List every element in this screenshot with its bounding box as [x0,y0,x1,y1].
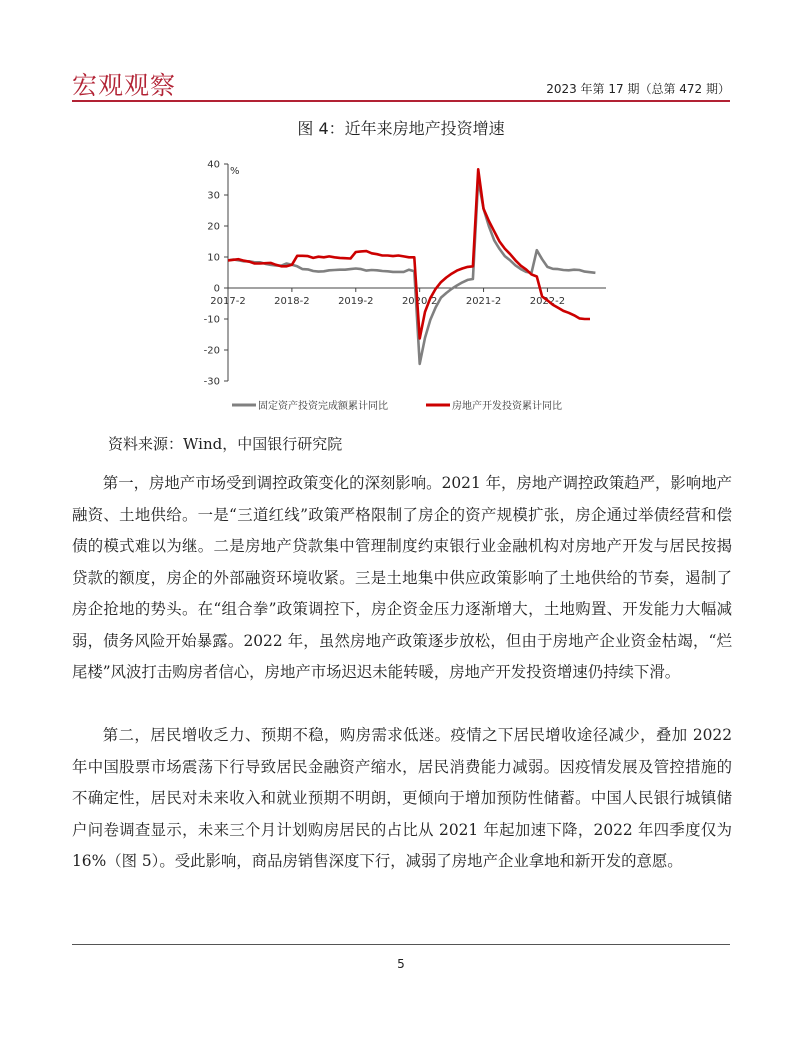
figure-title: 图 4：近年来房地产投资增速 [297,119,505,138]
x-tick-label: 2017-2 [210,296,246,307]
y-tick-label: -30 [203,376,220,388]
x-tick-label: 2020-2 [401,296,438,307]
y-axis-unit: % [230,166,240,177]
x-tick-label: 2018-2 [274,296,310,307]
header-issue: 2023 年第 17 期（总第 472 期） [546,82,730,96]
y-tick-label: 40 [207,159,220,171]
y-tick-label: -20 [203,345,220,357]
x-tick-label: 2022-2 [529,296,566,307]
y-tick-label: 20 [207,221,220,233]
paragraph-1: 第一，房地产市场受到调控政策变化的深刻影响。2021 年，房地产调控政策趋严，影响地产融资、土地供给。一是“三道红线”政策严格限制了房企的资产规模扩张，房企通过举债经营和偿债的模式难以为继。二是房地产贷款集中管理制度约束银行业金融机构对房地产开发与居民按揭贷款的额度，房企的外部融资环境收紧。三是土地集中供应政策影响了土地供给的节奏，遏制了房企抢地的势头。在“组合拳”政策调控下，房企资金压力逐渐增大，土地购置、开发能力大幅减弱，债务风险开始暴露。2022 年，虽然房地产政策逐步放松，但由于房地产企业资金枯竭，“烂尾楼”风波打击购房者信心，房地产市场迟迟未能转暖，房地产开发投资增速仍持续下滑。 [72,474,732,681]
x-tick-label: 2021-2 [465,296,502,307]
paragraph-2: 第二，居民增收乏力、预期不稳，购房需求低迷。疫情之下居民增收途径减少，叠加 2022 年中国股票市场震荡下行导致居民金融资产缩水，居民消费能力减弱。因疫情发展及管控措施的不确定性，居民对未来收入和就业预期不明朗，更倾向于增加预防性储蓄。中国人民银行城镇储户问卷调查显示，未来三个月计划购房居民的占比从 2021 年起加速下降，2022 年四季度仅为 16%（图 5）。受此影响，商品房销售深度下行，减弱了房地产企业拿地和新开发的意愿。 [72,726,732,870]
y-tick-label: 0 [213,283,220,295]
y-tick-label: 30 [207,190,220,202]
legend-label-fixed-asset: 固定资产投资完成额累计同比 [258,401,388,412]
line-chart [190,150,620,420]
header-title: 宏观观察 [72,71,177,100]
figure-source: 资料来源：Wind，中国银行研究院 [108,435,343,453]
page-number: 5 [397,957,405,971]
footer-rule [72,944,730,945]
series-line-fixed-asset [228,180,595,364]
x-tick-label: 2019-2 [338,296,374,307]
header-rule [72,100,730,102]
y-tick-label: 10 [207,252,220,264]
y-tick-label: -10 [203,314,220,326]
legend-label-real-estate: 房地产开发投资累计同比 [452,401,562,412]
